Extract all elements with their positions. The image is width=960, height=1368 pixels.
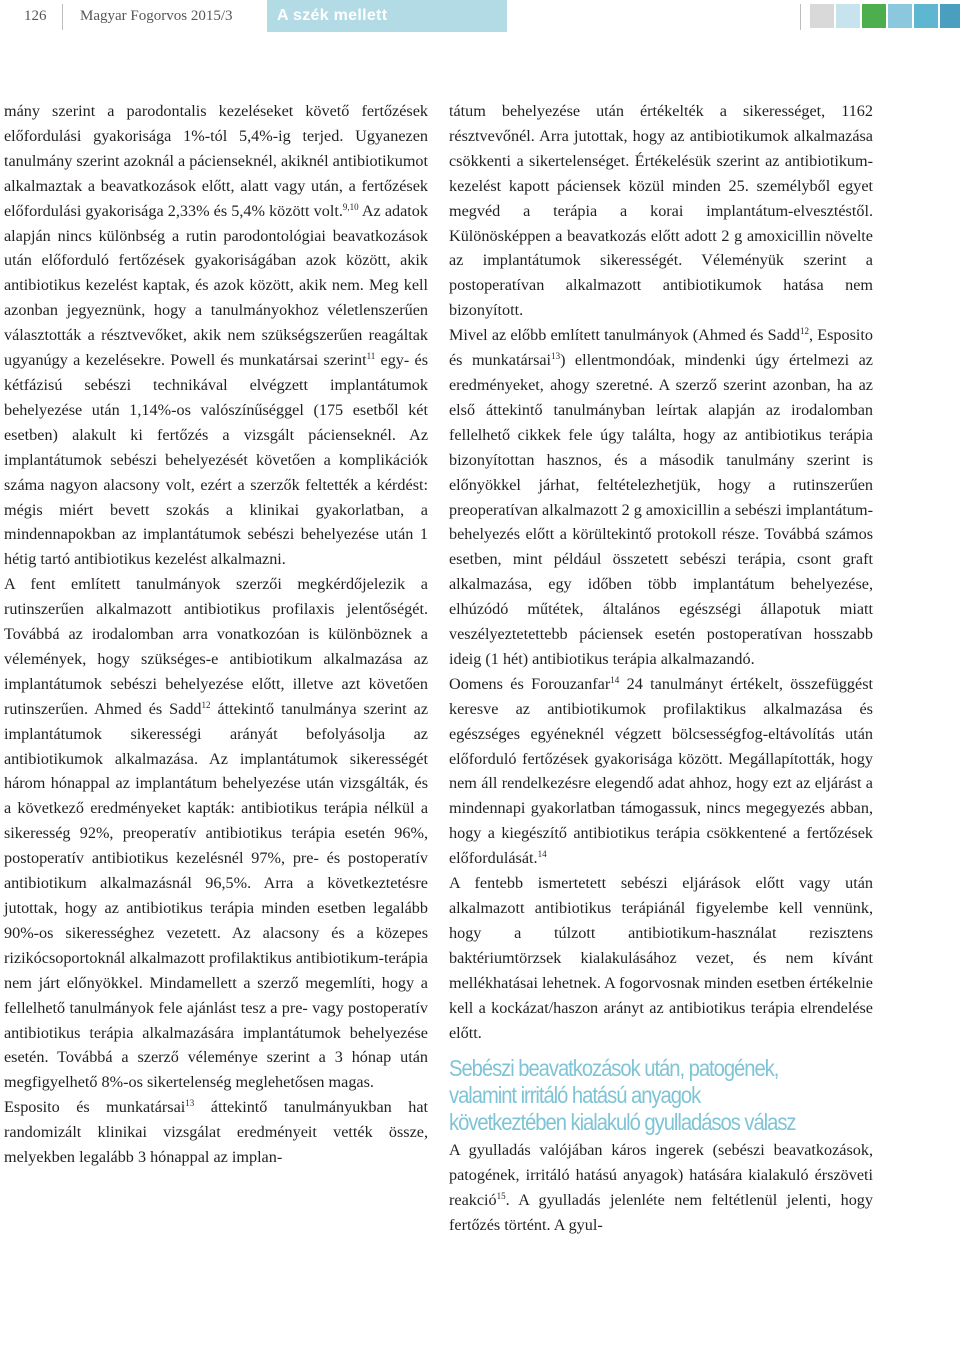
paragraph: Esposito és munkatársai$^{13}$ áttekintő tanulmányukban hat randomizált klinikai vizsgálat eredményeit vették össze, melyekben legalább 3 hónappal az implan-: [4, 1098, 429, 1167]
journal-title: Magyar Fogorvos 2015/3: [80, 8, 233, 24]
paragraph: A fentebb ismertetett sebészi eljárások előtt vagy után alkalmazott antibiotikus terápiánál figyelembe kell vennünk, hogy a túlzott antibiotikum-használat rezisztens baktériumtörzsek kialakulásához vezet, és nem kívánt mellékhatásai lehetnek. A fogorvosnak minden esetben értékelnie kell a kockázat/haszon arányt az antibiotikus terápia elrendelése előtt.: [449, 874, 873, 1042]
left-column: [4, 99, 428, 1170]
paragraph: A fent említett tanulmányok szerzői megkérdőjelezik a rutinszerűen alkalmazott antibiotikus profilaxis jelentőségét. Továbbá az irodalomban arra vonatkozóan is különböznek a vélemények, hogy szükséges-e antibiotikum alkalmazása az implantátumok sebészi behelyezése előtt, illetve azt követően rutinszerűen. Ahmed és Sadd$^{12}$ áttekintő tanulmánya szerint az implantátumok sikerességi arányát befolyásolja az antibiotikumok alkalmazása. Az implantátumok sikerességét három hónappal az implantátum behelyezése után vizsgálták, és a következő eredményeket kapták: antibiotikus terápia nélkül a sikeresség 92%, preoperatív antibiotikus terápia esetén 96%, postoperatív antibiotikus kezelésnél 97%, pre- és postoperatív antibiotikum alkalmazásnál 96,5%. Arra a következtetésre jutottak, hogy az antibiotikus terápia minden esetben legalább 90%-os sikerességhez vezetett. Az alacsony és a közepes rizikócsoportoknál alkalmazott profilaktikus antibiotikum-terápia nem járt előnyökkel. Mindamellett a szerző megemlíti, hogy a fellelhető tanulmányok fele ajánlást tesz a pre- vagy postoperatív antibiotikus terápia alkalmazására implantátumok behelyezése esetén. Továbbá a szerző véleménye szerint a 3 hónap után megfigyelhető 8%-os sikertelenség meglehetősen magas.: [4, 575, 428, 1092]
section-title: A szék mellett: [267, 0, 507, 32]
color-square-4: [888, 4, 912, 28]
paragraph: Oomens és Forouzanfar$^{14}$ 24 tanulmányt értékelt, összefüggést keresve az antibiotikumok profilaktikus alkalmazása és egészséges egyéneknél végzett bölcsességfog-eltávolítás után előforduló fertőzések gyakorisága között. Megállapították, hogy nem áll rendelkezésre elegendő adat ahhoz, hogy ezt az eljárást a mindennapi gyakorlatban támogassuk, nincs megegyezés abban, hogy a kiegészítő antibiotikus terápia csökkentené a fertőzések előfordulását.$^{14}$: [449, 674, 874, 868]
color-square-5: [914, 4, 938, 28]
header-divider-right: [800, 4, 801, 30]
paragraph: Mivel az előbb említett tanulmányok (Ahmed és Sadd$^{12}$, Esposito és munkatársai$^{13}$) ellentmondóak, mindenki úgy értelmezi az eredményeket, ahogy szeretné. A szerző szerint azonban, ha az első áttekintő tanulmányban leírtak alapján az irodalomban fellelhető cikkek fele úgy találta, hogy az antibiotikus terápia bizonyítottan hasznos, és a második tanulmány szerint is előnyökkel járhat, feltételezhetjük, hogy a rutinszerűen preoperatívan alkalmazott 2 g amoxicillin a sebészi implantátum-behelyezés előtt a körültekintő protokoll része. Továbbá számos esetben, mint például összetett sebészi terápia, csont graft alkalmazása, egy időben több implantátum behelyezése, elhúzódó műtétek, általános egészségi állapotuk miatt veszélyeztetettebb páciensek esetén postoperatívan hosszabb ideig (1 hét) antibiotikus terápia alkalmazandó.: [449, 326, 874, 668]
paragraph: mány szerint a parodontalis kezeléseket követő fertőzések előfordulási gyakorisága 1%-tól 5,4%-ig terjed. Ugyanezen tanulmány szerint azoknál a pácienseknél, akiknél antibiotikumot alkalmaztak a beavatkozások előtt, alatt vagy után, a fertőzések előfordulási gyakorisága 2,33% és 5,4% között volt.$^{9,10}$ Az adatok alapján nincs különbség a rutin parodontológiai beavatkozások után előforduló fertőzések gyakoriságában azok között, akik antibiotikus kezelést kaptak, és azok között, akik nem. Meg kell azonban jegyeznünk, hogy a tanulmányokhoz véletlenszerűen választották a résztvevőket, akik nem szükségszerűen reagáltak ugyanúgy a kezelésekre. Powell és munkatársai szerint$^{11}$ egy- és kétfázisú sebészi technikával elvégzett implantátumok behelyezése után 1,14%-os valószínűséggel (175 esetből két esetben) alakult ki fertőzés a vizsgált pácienseknél. Az implantátumok sebészi behelyezését követően a komplikációk száma nagyon alacsony volt, ezért a szerzők feltették a kérdést: mégis miért bevett szokás a klinikai gyakorlatban, a mindennapokban az implantátumok sebészi behelyezése után 1 hétig tartó antibiotikus kezelést alkalmazni.: [4, 102, 428, 569]
color-square-6: [940, 4, 960, 28]
color-square-1: [810, 4, 834, 28]
header-divider: [62, 4, 63, 30]
section-heading: Sebészi beavatkozások után, patogének, valamint irritáló hatású anyagok következtében kialakuló gyulladásos válasz: [449, 1055, 796, 1136]
color-square-2: [836, 4, 860, 28]
paragraph: tátum behelyezése után értékelték a sikerességet, 1162 résztvevőnél. Arra jutottak, hogy az antibiotikumok alkalmazása csökkenti a sikertelenséget. Értékelésük szerint az antibiotikum-kezelést kapott páciensek közül minden 25. személyből egyet megvéd a terápia a korai implantátum-elvesztéstől. Különösképpen a beavatkozás előtt adott 2 g amoxicillin növelte az implantátumok sikerességét. Véleményük szerint a postoperatívan alkalmazott antibiotikumok hatása nem bizonyított.: [449, 102, 873, 320]
page-header: [0, 0, 960, 34]
color-square-3: [862, 4, 886, 28]
right-column: [449, 99, 873, 1238]
paragraph: A gyulladás valójában káros ingerek (sebészi beavatkozások, patogének, irritáló hatású anyagok) hatására kialakuló érszöveti reakció$^{15}$. A gyulladás jelenléte nem feltétlenül jelenti, hogy fertőzés történt. A gyul-: [449, 1141, 873, 1235]
page-number: 126: [24, 8, 47, 24]
